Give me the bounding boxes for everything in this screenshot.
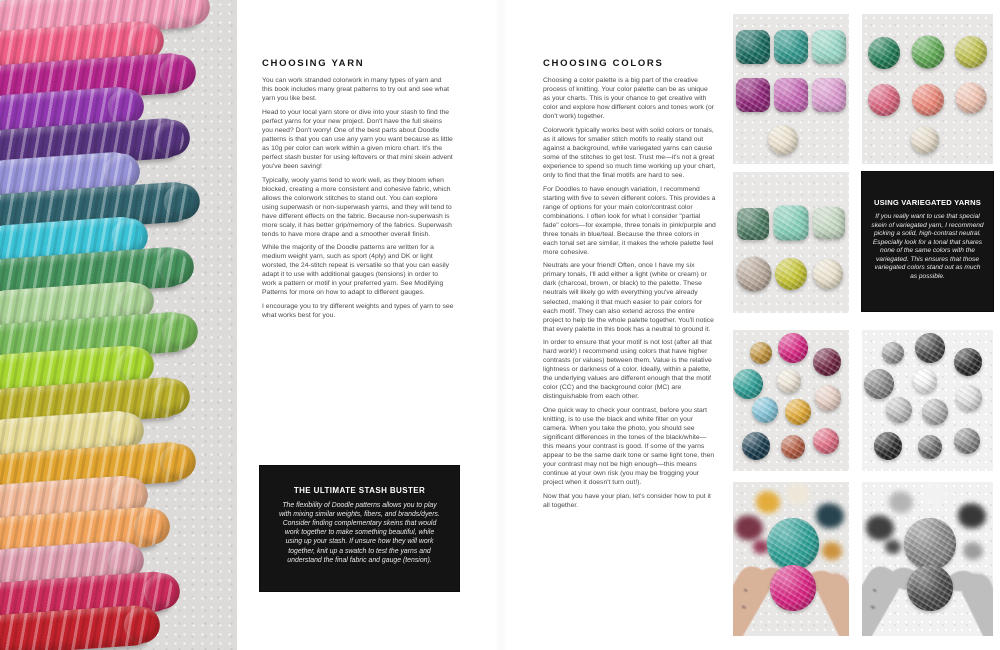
yarn-ball — [778, 333, 808, 363]
variegated-yarns-box — [862, 172, 993, 311]
yarn-ball — [907, 565, 953, 611]
yarn-ball — [774, 30, 808, 64]
yarn-ball — [742, 432, 770, 460]
yarn-ball — [768, 125, 798, 155]
stash-buster-box — [260, 466, 459, 591]
blurred-yarn — [923, 484, 947, 506]
yarn-ball — [956, 385, 982, 411]
yarn-ball — [752, 397, 778, 423]
blurred-yarn — [866, 516, 894, 541]
blurred-yarn — [958, 503, 986, 528]
blurred-yarn — [889, 491, 913, 513]
page-title-choosing-colors: CHOOSING COLORS — [543, 58, 664, 69]
yarn-ball — [955, 36, 987, 68]
yarn-ball — [733, 369, 763, 399]
yarn-ball — [882, 342, 904, 364]
choosing-yarn-body — [262, 76, 454, 320]
yarn-ball — [777, 369, 801, 393]
photo-teal-purple-cakes — [733, 14, 849, 164]
paragraph: I encourage you to try different weights and types of yarn to see what works best for you. — [262, 303, 454, 320]
paragraph: Choosing a color palette is a big part of the creative process of knitting. Your color palette can be as unique as your charts. This is your chance to get creative with color and explore how different colors and tones work (or don't work) together. — [543, 77, 715, 121]
yarn-ball — [815, 385, 841, 411]
variegated-yarns-body: If you really want to use that special skein of variegated yarn, I recommend picking a solid, high-contrast neutral. Especially look for a tonal that shares none of the same colors with the variegated. This ensures that those variegated colors stand out as much as possible. — [871, 213, 984, 280]
paragraph: Now that you have your plan, let's consider how to put it all together. — [543, 492, 711, 509]
yarn-ball — [737, 208, 769, 240]
yarn-ball — [913, 369, 937, 393]
page-spine — [494, 0, 508, 650]
yarn-ball — [781, 435, 805, 459]
blurred-yarn — [756, 491, 780, 513]
photo-green-coral-balls — [862, 14, 993, 164]
yarn-ball — [813, 207, 845, 239]
yarn-ball — [813, 428, 839, 454]
yarn-ball — [918, 435, 942, 459]
blurred-yarn — [963, 542, 983, 560]
blurred-yarn — [816, 503, 844, 528]
paragraph: Head to your local yarn store or dive into your stash to find the perfect yarns for your new project. Don't have the full skeins you need? Don't worry! One of the best parts about Doodle patterns is that you can use any yarn you want because as little as 10g per color can work within a given micro chart. It's the perfect stash buster for using leftovers or that mini skein advent you've been saving! — [262, 108, 453, 170]
blurred-yarn — [822, 542, 842, 560]
yarn-ball — [813, 259, 843, 289]
yarn-ball — [868, 37, 900, 69]
yarn-ball — [736, 78, 770, 112]
choosing-colors-body — [543, 76, 716, 510]
yarn-ball — [954, 348, 982, 376]
stash-buster-title: THE ULTIMATE STASH BUSTER — [293, 486, 426, 495]
paragraph: You can work stranded colorwork in many types of yarn and this book includes many great patterns to try out and see what yarn you like best. — [262, 77, 450, 103]
paragraph: Neutrals are your friend! Often, once I have my six primary tonals, I'll add either a light (white or cream) or dark (charcoal, brown, or black) to the palette. These neutrals will likely go with everything you've already selected, making it that much easier to pair colors for each motif. They can also extend across the entire project to help tie the whole palette together. You'll notice that every palette in this book has a neutral to ground it. — [543, 262, 714, 333]
yarn-ball — [775, 258, 807, 290]
page-title-choosing-yarn: CHOOSING YARN — [262, 58, 365, 69]
paragraph: For Doodles to have enough variation, I recommend starting with five to seven different colors. This provides a range of options for your main color/contrast color combinations. I often look for what I consider "partial fade" colors—for example, three tonals in pink/purple and three tonals in blue/teal. Because the three colors in each tonal set are similar, it makes the whole palette feel more cohesive. — [543, 185, 716, 256]
yarn-ball — [736, 30, 770, 64]
yarn-ball — [915, 333, 945, 363]
yarn-ball — [864, 369, 894, 399]
yarn-ball — [911, 126, 939, 154]
yarn-ball — [767, 518, 819, 570]
yarn-ball — [874, 432, 902, 460]
yarn-ball — [785, 399, 811, 425]
stash-buster-body: The flexibility of Doodle patterns allows you to play with mixing similar weights, fibers, and brands/dyers. Consider finding complementary skeins that would work together to make something beautiful, while using up your stash. If unsure how they will work together, knit up a swatch to test the yarns and understand the final fabric and gauge (tension). — [279, 502, 440, 564]
left-page-column — [262, 58, 454, 325]
photo-hands-holding-yarn-bw — [862, 482, 993, 636]
yarn-ball — [812, 78, 846, 112]
paragraph: Typically, wooly yarns tend to work well, as they bloom when blocked, creating a more consistent and cohesive fabric, which allows the colorwork stitches to stand out. You can explore using superwash or non-superwash yarns, and they will tend to have different effects on the fabric. Because non-superwash is more scaly, it has better grip/memory of the fabrics. Superwash tends to have more drape and a smoother overall finish. — [262, 176, 452, 238]
photo-green-neutral-cakes — [733, 172, 849, 313]
yarn-ball — [750, 342, 772, 364]
yarn-ball — [868, 84, 900, 116]
blurred-yarn — [786, 484, 810, 506]
yarn-stack-photo — [0, 0, 237, 650]
yarn-ball — [922, 399, 948, 425]
yarn-ball — [954, 428, 980, 454]
paragraph: While the majority of the Doodle patterns are written for a medium weight yarn, such as sport (4ply) and DK or light worsted, the 24-stitch repeat is versatile so that you can easily adapt it to use with additional gauges (tensions) in order to work a pattern or motif in your preferred yarn. See Modifying Patterns for more on how to adapt to different gauges. — [262, 244, 450, 297]
yarn-ball — [912, 84, 944, 116]
paragraph: In order to ensure that your motif is not lost (after all that hard work!) I recommend using colors that have higher contrasts (or values) between them. Value is the relative lightness or darkness of a color. Ideally, within a palette, the underlying values are different enough that the motif color (CC) and the background color (MC) are distinguishable from each other. — [543, 339, 712, 401]
yarn-ball — [955, 83, 986, 114]
yarn-ball — [736, 256, 771, 291]
blurred-yarn — [735, 516, 763, 541]
paragraph: Colorwork typically works best with solid colors or tonals, as it allows for smaller stitch motifs to really stand out against a background, while variegated yarns can cause some of the stitches to get lost. Trust me—it's not a great experience to spend so much time working up your chart, only to find that the final motifs are hard to see. — [543, 126, 716, 179]
yarn-ball — [904, 518, 956, 570]
yarn-ball — [774, 205, 809, 240]
photo-colorful-scatter-bw — [862, 330, 993, 471]
paragraph: One quick way to check your contrast, before you start knitting, is to use the black and white filter on your camera. When you take the photo, you should see significant differences in the tones of the black/white—this means your contrast is good. If some of the yarns appear to be the same dark tone or same light tone, then your contrast may not be high enough—this means continue at your own risk (you may be frogging your project when it doesn't turn out!). — [543, 407, 715, 487]
blurred-yarn — [885, 539, 901, 553]
yarn-ball — [886, 397, 912, 423]
yarn-ball — [911, 35, 944, 68]
photo-hands-holding-yarn — [733, 482, 849, 636]
yarn-ball — [770, 565, 816, 611]
yarn-ball — [812, 30, 846, 64]
variegated-yarns-title: USING VARIEGATED YARNS — [873, 198, 982, 207]
yarn-ball — [813, 348, 841, 376]
yarn-ball — [774, 78, 808, 112]
right-page-column — [543, 58, 716, 515]
photo-colorful-scatter — [733, 330, 849, 471]
